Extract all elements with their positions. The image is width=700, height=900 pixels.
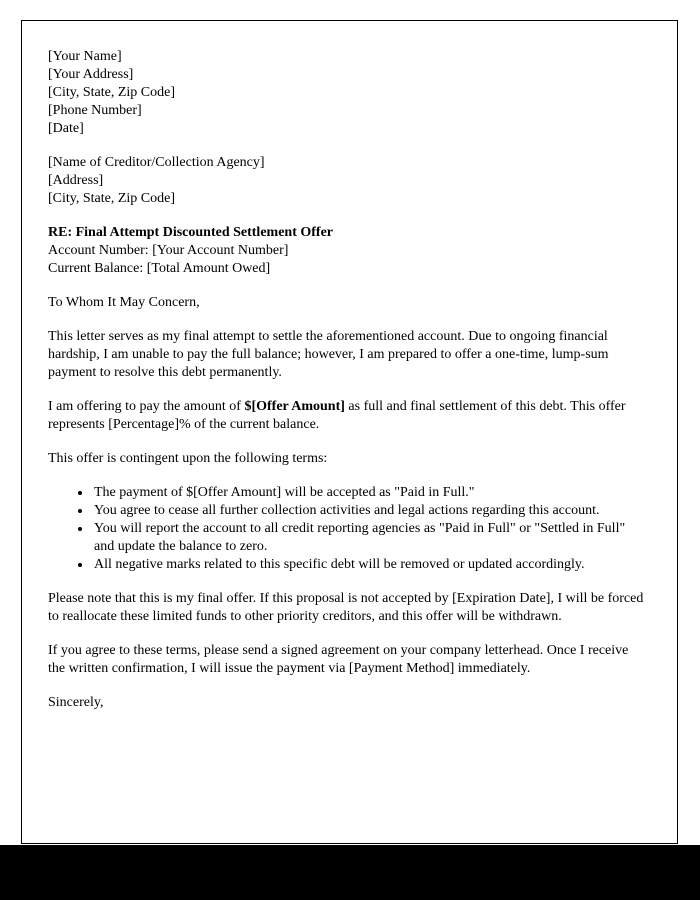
recipient-block bbox=[48, 154, 647, 208]
salutation: To Whom It May Concern, bbox=[48, 295, 200, 310]
term-item-cease-collection: • You agree to cease all further collection activities and legal actions regarding this account. bbox=[92, 502, 647, 520]
subject-line: RE: Final Attempt Discounted Settlement Offer bbox=[48, 225, 334, 240]
closing: Sincerely, bbox=[48, 695, 104, 710]
paragraph-intro: This letter serves as my final attempt to settle the aforementioned account. Due to ongoing financial hardship, I am unable to pay the full balance; however, I am prepared to offer a one-time, lump-sum payment to resolve this debt permanently. bbox=[48, 329, 609, 380]
bottom-black-bar bbox=[0, 845, 700, 900]
term-item-negative-marks: • All negative marks related to this specific debt will be removed or updated accordingly. bbox=[92, 556, 647, 574]
paragraph-offer-post: as full and final settlement of this debt. This offer represents [Percentage]% of the current balance. bbox=[48, 399, 626, 432]
current-balance-line: Current Balance: [Total Amount Owed] bbox=[48, 261, 271, 276]
recipient-name-line: [Name of Creditor/Collection Agency] bbox=[48, 155, 265, 170]
sender-phone-line: [Phone Number] bbox=[48, 103, 142, 118]
sender-date-line: [Date] bbox=[48, 121, 84, 136]
recipient-address-line: [Address] bbox=[48, 173, 104, 188]
sender-city-line: [City, State, Zip Code] bbox=[48, 85, 176, 100]
account-number-line: Account Number: [Your Account Number] bbox=[48, 243, 289, 258]
term-item-paid-in-full: • The payment of $[Offer Amount] will be accepted as "Paid in Full." bbox=[92, 484, 647, 502]
recipient-city-line: [City, State, Zip Code] bbox=[48, 191, 176, 206]
paragraph-offer bbox=[48, 398, 647, 434]
sender-address-line: [Your Address] bbox=[48, 67, 134, 82]
sender-name-line: [Your Name] bbox=[48, 49, 122, 64]
letter-page bbox=[21, 20, 678, 844]
sender-block bbox=[48, 48, 647, 138]
paragraph-expiration: Please note that this is my final offer. If this proposal is not accepted by [Expiration Date], I will be forced to reallocate these limited funds to other priority creditors, and this offer will be withdrawn. bbox=[48, 591, 644, 624]
terms-list bbox=[48, 484, 647, 574]
term-item-credit-reporting: • You will report the account to all credit reporting agencies as "Paid in Full" or "Settled in Full" and update the balance to zero. bbox=[92, 520, 647, 556]
paragraph-agreement: If you agree to these terms, please send a signed agreement on your company letterhead. Once I receive the written confirmation, I will issue the payment via [Payment Method] immediately. bbox=[48, 643, 629, 676]
offer-amount-bold: $[Offer Amount] bbox=[244, 399, 345, 414]
paragraph-terms-intro: This offer is contingent upon the following terms: bbox=[48, 451, 328, 466]
paragraph-offer-pre: I am offering to pay the amount of bbox=[48, 399, 245, 414]
subject-block bbox=[48, 224, 647, 278]
